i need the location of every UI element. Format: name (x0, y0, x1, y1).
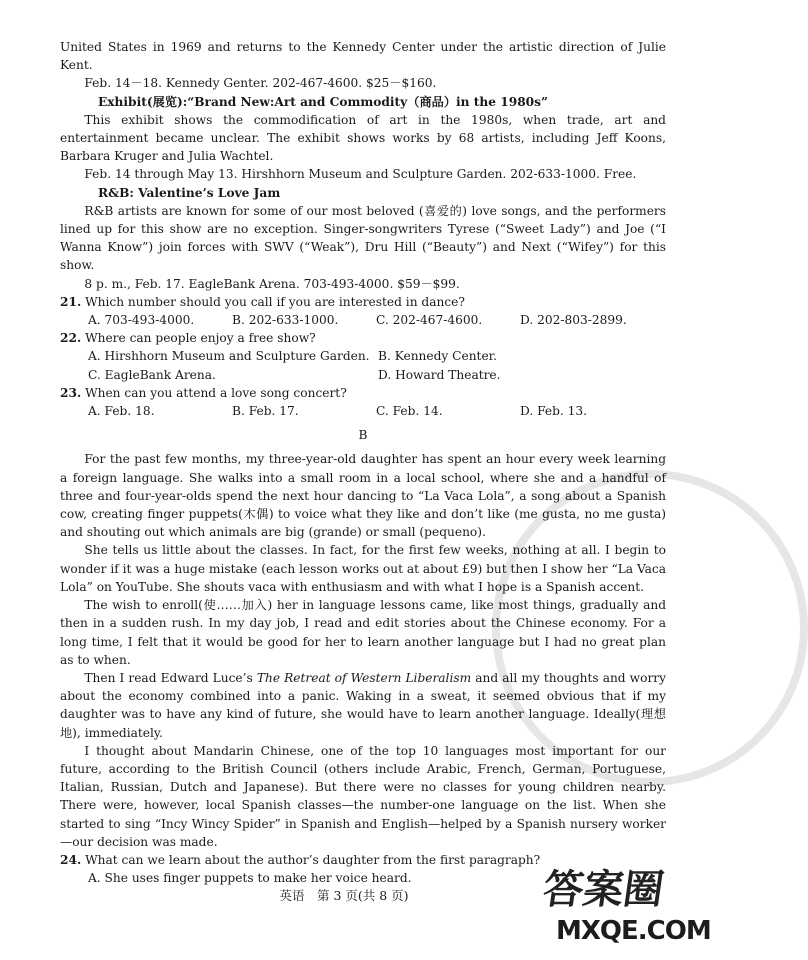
option-a: A. Hirshhorn Museum and Sculpture Garden. (88, 349, 370, 364)
passage-paragraph-3: The wish to enroll(使……加入) her in language lessons came, like most things, gradually and then in a sudden rush. In my day job, I read and edit stories about the Chinese economy. For a long time, I felt that it would be good for her to learn another language but I had no great plan as to when. (60, 598, 666, 667)
rb-heading: R&B: Valentine’s Love Jam (98, 185, 281, 200)
exhibit-heading: Exhibit(展览):“Brand New:Art and Commodity（商品）in the 1980s” (98, 94, 549, 109)
question-21: 21. Which number should you call if you are interested in dance? (60, 294, 465, 309)
section-label: B (358, 428, 368, 443)
option-d: D. 202-803-2899. (520, 313, 627, 328)
watermark (526, 836, 711, 958)
exhibit-body: This exhibit shows the commodification of art in the 1980s, when trade, art and entertainment became unclear. The exhibit shows works by 68 artists, including Jeff Koons, Barbara Kruger and Julia Wachtel. (60, 112, 666, 164)
page-footer: 英语 第 3 页(共 8 页) (279, 888, 409, 903)
exhibit-details: Feb. 14 through May 13. Hirshhorn Museum and Sculpture Garden. 202-633-1000. Free. (84, 167, 637, 182)
option-c: C. Feb. 14. (376, 404, 443, 419)
watermark-logo: 答案圈 (540, 867, 667, 913)
option-c: C. EagleBank Arena. (88, 367, 216, 382)
option-a: A. 703-493-4000. (88, 313, 195, 328)
option-d: D. Howard Theatre. (378, 367, 501, 382)
option-b: B. Feb. 17. (232, 404, 299, 419)
option-a: A. Feb. 18. (88, 404, 155, 419)
question-22: 22. Where can people enjoy a free show? (60, 331, 316, 346)
question-24-option-a: A. She uses finger puppets to make her voice heard. (88, 871, 412, 886)
content-column (60, 38, 666, 887)
event-details: Feb. 14－18. Kennedy Genter. 202-467-4600. $25－$160. (84, 76, 437, 91)
question-23: 23. When can you attend a love song concert? (60, 385, 347, 400)
option-d: D. Feb. 13. (520, 404, 588, 419)
watermark-site: MXQE.COM (556, 916, 711, 946)
passage-paragraph-1: For the past few months, my three-year-old daughter has spent an hour every week learning a foreign language. She walks into a small room in a local school, where she and a handful of three and four-year-olds spend the next hour dancing to “La Vaca Lola”, a song about a Spanish cow, creating finger puppets(木偶) to voice what they like and don’t like (me gusta, no me gusta) and shouting out which animals are big (grande) or small (pequeno). (60, 452, 666, 540)
option-b: B. 202-633-1000. (232, 313, 339, 328)
option-b: B. Kennedy Center. (378, 349, 498, 364)
passage-paragraph-2: She tells us little about the classes. In fact, for the first few weeks, nothing at all. I begin to wonder if it was a huge mistake (each lesson works out at about £9) but then I show her “La Vaca Lola” on YouTube. She shouts vaca with enthusiasm and with what I hope is a Spanish accent. (60, 543, 666, 594)
rb-body: R&B artists are known for some of our most beloved (喜爱的) love songs, and the performers lined up for this show are no exception. Singer-songwriters Tyrese (“Sweet Lady”) and Joe (“I Wanna Know”) join forces with SWV (“Weak”), Dru Hill (“Beauty”) and Next (“Wifey”) for this show. (60, 203, 666, 273)
book-title: The Retreat of Western Liberalism (256, 670, 472, 685)
question-22-options (60, 347, 666, 383)
rb-details: 8 p. m., Feb. 17. EagleBank Arena. 703-493-4000. $59－$99. (84, 276, 460, 291)
question-24: 24. What can we learn about the author’s daughter from the first paragraph? (60, 852, 541, 867)
continued-line: United States in 1969 and returns to the Kennedy Center under the artistic direction of Julie Kent. (60, 40, 666, 73)
question-23-options (60, 402, 666, 420)
option-c: C. 202-467-4600. (376, 313, 483, 328)
question-21-options (60, 311, 666, 329)
passage-paragraph-4: Then I read Edward Luce’s The Retreat of Western Liberalism and all my thoughts and worry about the economy combined into a panic. Waking in a sweat, it seemed obvious that if my daughter was to have any kind of future, she would have to learn another language. Ideally(理想地), immediately. (60, 670, 666, 740)
passage-paragraph-5: I thought about Mandarin Chinese, one of the top 10 languages most important for our future, according to the British Council (others include Arabic, French, German, Portuguese, Italian, Russian, Dutch and Japanese). But there were no classes for young children nearby. There were, however, local Spanish classes—the number-one language on the list. When she started to sing “Incy Wincy Spider” in Spanish and English—helped by a Spanish nursery worker—our decision was made. (60, 743, 666, 849)
